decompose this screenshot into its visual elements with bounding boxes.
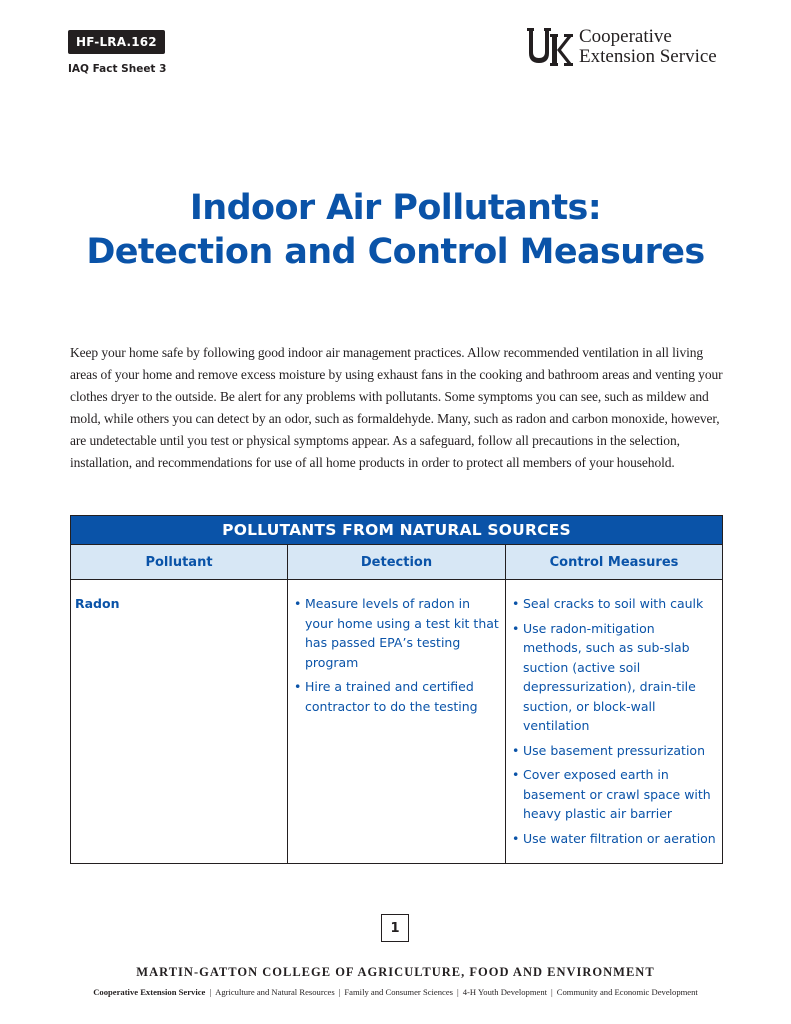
detection-cell (288, 580, 506, 864)
extension-service-logo (526, 26, 717, 68)
footer-unit: Agriculture and Natural Resources (215, 987, 335, 997)
column-header-control-measures: Control Measures (506, 545, 723, 580)
column-header-pollutant: Pollutant (71, 545, 288, 580)
footer-separator: | (551, 987, 553, 997)
list-item: • Use basement pressurization (510, 741, 716, 761)
table-banner: POLLUTANTS FROM NATURAL SOURCES (71, 516, 723, 545)
footer-unit: Cooperative Extension Service (93, 987, 206, 997)
pollutants-table (70, 515, 723, 864)
control-measures-list (510, 594, 716, 848)
footer-separator: | (338, 987, 341, 997)
footer-unit: Community and Economic Development (556, 987, 698, 997)
column-header-detection: Detection (288, 545, 506, 580)
table-row (71, 580, 723, 864)
footer-unit: Family and Consumer Sciences (344, 987, 454, 997)
list-item: • Seal cracks to soil with caulk (510, 594, 716, 614)
list-item: • Cover exposed earth in basement or crawl space with heavy plastic air barrier (510, 765, 716, 824)
intro-paragraph: Keep your home safe by following good indoor air management practices. Allow recommended ventilation in all living areas of your home and remove excess moisture by using exhaust fans in the cooking and bathroom areas and venting your clothes dryer to the outside. Be alert for any problems with pollutants. Some symptoms you can see, such as mildew and mold, while others you can detect by an odor, such as formaldehyde. Many, such as radon and carbon monoxide, however, are undetectable until you test or physical symptoms appear. As a safeguard, follow all precautions in the selection, installation, and recommendations for use of all home products in order to protect all members of your household. (70, 345, 723, 470)
page-number: 1 (381, 914, 409, 942)
document-code-badge: HF-LRA.162 (68, 30, 165, 54)
footer-separator: | (209, 987, 212, 997)
title-line-2: Detection and Control Measures (86, 232, 705, 272)
list-item: • Use radon-mitigation methods, such as sub-slab suction (active soil depressurization), drain-tile suction, or block-wall ventilation (510, 619, 716, 736)
uk-logo-icon (526, 26, 574, 68)
pollutant-name: Radon (71, 580, 288, 864)
fact-sheet-label: IAQ Fact Sheet 3 (68, 63, 167, 75)
logo-line-2: Extension Service (579, 46, 717, 67)
footer-unit: 4-H Youth Development (462, 987, 548, 997)
footer-units (0, 987, 791, 997)
list-item: • Measure levels of radon in your home using a test kit that has passed EPA’s testing program (292, 594, 499, 672)
control-measures-cell (506, 580, 723, 864)
college-name: MARTIN-GATTON COLLEGE OF AGRICULTURE, FOOD AND ENVIRONMENT (136, 965, 655, 979)
footer-separator: | (457, 987, 459, 997)
page-title (0, 186, 791, 274)
list-item: • Use water filtration or aeration (510, 829, 716, 849)
title-line-1: Indoor Air Pollutants: (189, 188, 602, 228)
detection-list (292, 594, 499, 716)
logo-line-1: Cooperative (579, 26, 672, 47)
list-item: • Hire a trained and certified contractor to do the testing (292, 677, 499, 716)
